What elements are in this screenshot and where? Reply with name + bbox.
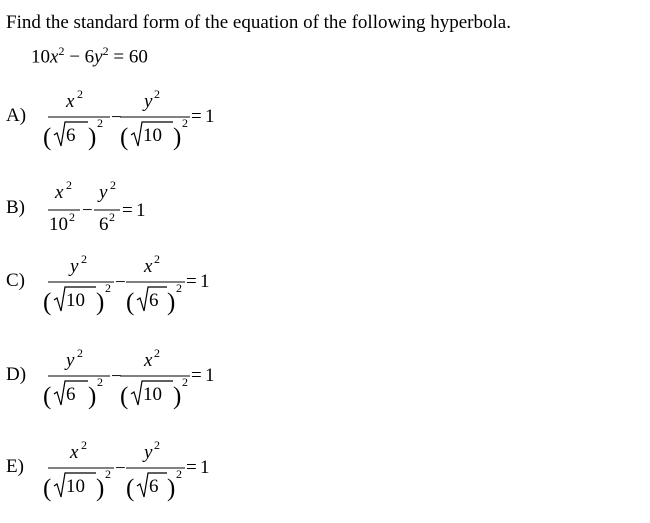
- t2-numerator: y: [144, 442, 153, 463]
- t2-denominator-exponent: 2: [176, 467, 182, 481]
- t2-numerator-exponent: 2: [154, 346, 160, 360]
- given-rhs: 60: [128, 46, 148, 68]
- t1-denominator-exponent: 2: [69, 210, 75, 224]
- option-b-expression: [40, 178, 240, 248]
- option-d-expression: [40, 341, 240, 431]
- t2-numerator-exponent: 2: [154, 252, 160, 266]
- t2-numerator: x: [144, 256, 153, 277]
- equals-sign: =: [191, 365, 202, 386]
- question-text: Find the standard form of the equation of the following hyperbola.: [6, 12, 511, 33]
- t2-right-paren: ): [167, 289, 176, 316]
- t2-denominator: 6: [99, 214, 109, 235]
- t1-left-paren: (: [43, 383, 52, 410]
- option-e[interactable]: [0, 433, 650, 523]
- t2-right-paren: ): [173, 383, 182, 410]
- t1-numerator: x: [70, 442, 79, 463]
- t2-left-paren: (: [126, 289, 135, 316]
- t2-denominator: 10: [143, 125, 162, 146]
- t2-numerator-exponent: 2: [154, 438, 160, 452]
- given-equals: =: [113, 46, 125, 68]
- t1-denominator-exponent: 2: [97, 116, 103, 130]
- equals-sign: =: [191, 106, 202, 127]
- t1-right-paren: ): [88, 383, 97, 410]
- given-coef-a: 10: [31, 46, 50, 68]
- t1-numerator: x: [66, 91, 75, 112]
- t2-denominator-exponent: 2: [182, 375, 188, 389]
- t1-numerator-exponent: 2: [77, 346, 83, 360]
- t1-denominator-exponent: 2: [105, 281, 111, 295]
- t1-numerator: y: [66, 350, 75, 371]
- t1-right-paren: ): [88, 124, 97, 151]
- option-e-expression: [40, 433, 240, 519]
- option-label: A): [6, 105, 27, 126]
- t2-numerator-exponent: 2: [110, 178, 116, 192]
- t1-numerator-exponent: 2: [66, 178, 72, 192]
- t2-numerator: x: [144, 350, 153, 371]
- t1-denominator-exponent: 2: [97, 375, 103, 389]
- t2-denominator: 6: [149, 476, 159, 497]
- t2-left-paren: (: [120, 383, 129, 410]
- t2-denominator-exponent: 2: [176, 281, 182, 295]
- t2-left-paren: (: [120, 124, 129, 151]
- t1-numerator-exponent: 2: [81, 438, 87, 452]
- t1-left-paren: (: [43, 289, 52, 316]
- t2-right-paren: ): [167, 475, 176, 502]
- equals-sign: =: [122, 200, 133, 221]
- option-a-expression: [40, 82, 240, 172]
- t1-left-paren: (: [43, 475, 52, 502]
- t2-numerator-exponent: 2: [154, 87, 160, 101]
- option-label: E): [6, 456, 24, 477]
- right-hand-side: 1: [136, 200, 146, 221]
- t1-right-paren: ): [96, 289, 105, 316]
- t2-denominator: 10: [143, 384, 162, 405]
- t1-denominator-exponent: 2: [105, 467, 111, 481]
- t2-numerator: y: [144, 91, 153, 112]
- option-c-expression: [40, 247, 240, 337]
- equals-sign: =: [186, 457, 197, 478]
- right-hand-side: 1: [200, 271, 210, 292]
- t1-denominator: 6: [66, 125, 76, 146]
- given-var-y: y: [94, 46, 103, 68]
- t2-numerator: y: [99, 182, 108, 203]
- minus-sign: −: [111, 107, 122, 128]
- right-hand-side: 1: [205, 365, 215, 386]
- t1-denominator: 10: [66, 476, 85, 497]
- t1-denominator: 6: [66, 384, 76, 405]
- given-exp-x: 2: [58, 44, 65, 58]
- t2-denominator: 6: [149, 290, 159, 311]
- t2-right-paren: ): [173, 124, 182, 151]
- t2-left-paren: (: [126, 475, 135, 502]
- option-c[interactable]: [0, 247, 650, 337]
- right-hand-side: 1: [205, 106, 215, 127]
- option-label: C): [6, 270, 25, 291]
- t1-numerator: y: [70, 256, 79, 277]
- option-label: D): [6, 364, 27, 385]
- t1-denominator: 10: [49, 214, 68, 235]
- minus-sign: −: [82, 200, 93, 221]
- t1-numerator-exponent: 2: [77, 87, 83, 101]
- option-label: B): [6, 197, 25, 218]
- right-hand-side: 1: [200, 457, 210, 478]
- minus-sign: −: [115, 458, 126, 479]
- given-equation: [31, 40, 148, 68]
- minus-sign: −: [115, 272, 126, 293]
- t1-numerator-exponent: 2: [81, 252, 87, 266]
- t2-denominator-exponent: 2: [182, 116, 188, 130]
- given-exp-y: 2: [102, 44, 109, 58]
- given-coef-b: 6: [84, 46, 95, 68]
- option-d[interactable]: [0, 341, 650, 431]
- equals-sign: =: [186, 271, 197, 292]
- t1-right-paren: ): [96, 475, 105, 502]
- minus-sign: −: [111, 366, 122, 387]
- t1-denominator: 10: [66, 290, 85, 311]
- t1-left-paren: (: [43, 124, 52, 151]
- given-var-x: x: [50, 46, 59, 68]
- given-minus: −: [69, 46, 80, 68]
- t1-numerator: x: [55, 182, 64, 203]
- option-a[interactable]: [0, 82, 650, 172]
- t2-denominator-exponent: 2: [109, 210, 115, 224]
